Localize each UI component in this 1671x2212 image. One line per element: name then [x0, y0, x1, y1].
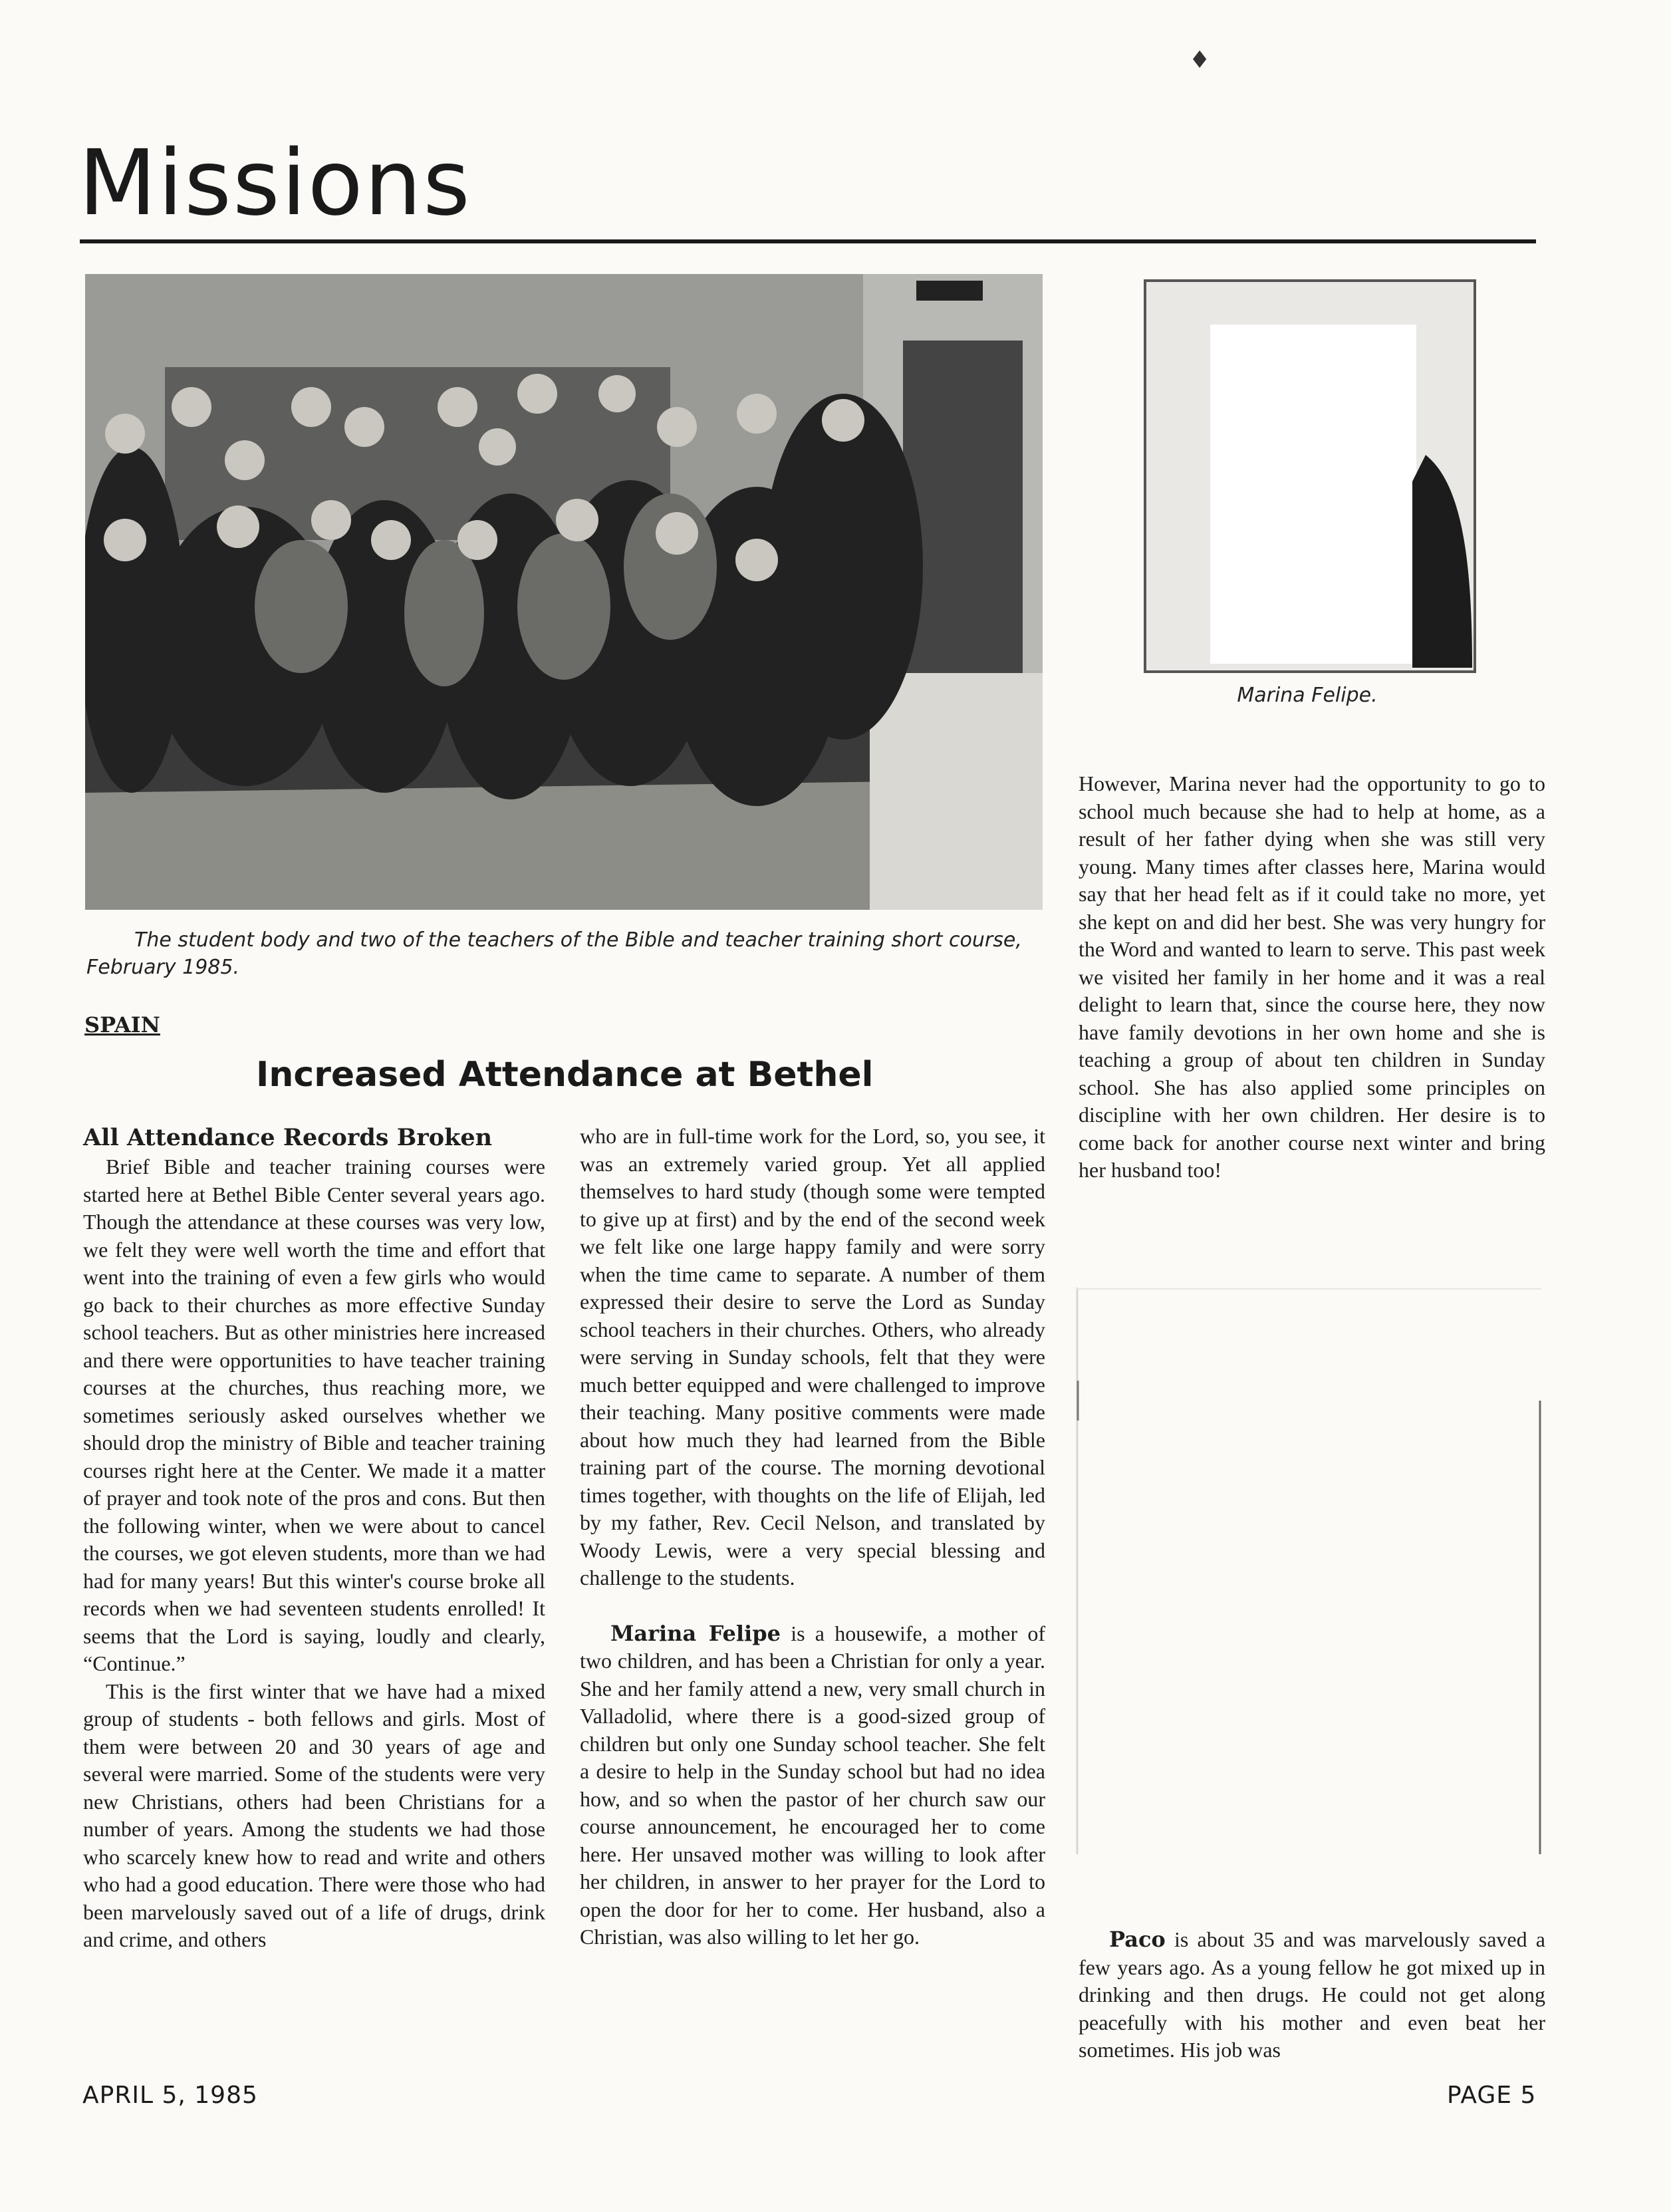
- group-photo-caption: [86, 927, 1044, 981]
- marina-text: is a housewife, a mother of two children, and has been a Christian for only a year. She and her family attend a new, very small church in Valladolid, where there is a good-sized group of children but only one Sunday school teacher. She felt a desire to help in the Sunday school but had no idea how, and so when the pastor of her church saw our course announcement, he encouraged her to come here. Her unsaved mother was willing to look after her children, in answer to her prayer for the Lord to open the door for her to come. Her husband, also a Christian, was also willing to let her go.: [580, 1621, 1045, 1949]
- article-subheading: All Attendance Records Broken: [83, 1124, 493, 1151]
- article-column-3: [1079, 770, 1545, 1184]
- group-photo-caption-line1: The student body and two of the teachers of the Bible and teacher training short course,: [134, 928, 1022, 952]
- header-rule: [80, 239, 1536, 243]
- article-paragraph-paco: [1079, 1926, 1545, 2064]
- corner-mark: ♦: [1189, 47, 1211, 74]
- article-paragraph: This is the first winter that we have had a mixed group of students - both fellows and girls. Most of them were between 20 and 30 years of age and several were married. Some of the students were very new Christians, others had been Christians for a number of years. Among the students we had those who scarcely knew how to read and write and others who had a good education. There were those who had been marvelously saved out of a life of drugs, drink and crime, and others: [83, 1679, 545, 1951]
- article-column-2: [580, 1123, 1045, 1951]
- portrait-caption: Marina Felipe.: [1237, 684, 1378, 707]
- paco-text: is about 35 and was marvelously saved a few years ago. As a young fellow he got mixed up in drinking and then drugs. He could not get along peacefully with his mother and even beat her sometimes. His job was: [1079, 1927, 1545, 2062]
- article-paragraph-marina: [580, 1620, 1045, 1951]
- paco-photo: [1076, 1288, 1541, 1854]
- article-paragraph: Brief Bible and teacher training courses were started here at Bethel Bible Center several years ago. Though the attendance at these courses was very low, we felt they were well worth the time and effort that went into the training of even a few girls who would go back to their churches as more effective Sunday school teachers. But as other ministries here increased and there were opportunities to have teacher training courses at the churches, thus reaching more, we sometimes seriously asked ourselves whether we should drop the ministry of Bible and teacher training courses right here at the Center. We made it a matter of prayer and took note of the pros and cons. But then the following winter, when we were about to cancel the courses, we got eleven students, more than we had had for many years! But this winter's course broke all records when we had seventeen students enrolled! It seems that the Lord is saying, loudly and clearly, “Continue.”: [83, 1155, 545, 1675]
- footer-page-number: PAGE 5: [1447, 2082, 1537, 2109]
- marina-name: Marina Felipe: [610, 1620, 781, 1646]
- group-photo: [85, 274, 1043, 910]
- article-headline: Increased Attendance at Bethel: [256, 1055, 874, 1095]
- portrait-photo-blank: [1210, 325, 1416, 664]
- region-label: SPAIN: [84, 1012, 160, 1037]
- portrait-photo: [1144, 279, 1476, 673]
- article-column-1: [83, 1123, 545, 1954]
- article-column-3-bottom: [1079, 1926, 1545, 2064]
- group-photo-caption-line2: February 1985.: [86, 955, 239, 979]
- paco-name: Paco: [1109, 1927, 1166, 1952]
- article-paragraph: who are in full-time work for the Lord, so, you see, it was an extremely varied group. Yet all applied themselves to hard study (though some were tempted to give up at first) and by the end of the second week we felt like one large happy family and were sorry when the time came to separate. A number of them expressed their desire to serve the Lord as Sunday school teachers in their churches. Others, who already were serving in Sunday schools, felt that they were much better equipped and were challenged to improve their teaching. Many positive comments were made about how much they had learned from the Bible training part of the course. The morning devotional times together, with thoughts on the life of Elijah, led by my father, Rev. Cecil Nelson, and translated by Woody Lewis, were a very special blessing and challenge to the students.: [580, 1124, 1045, 1590]
- section-title: Missions: [78, 131, 471, 236]
- article-paragraph: However, Marina never had the opportunity to go to school much because she had to help at home, as a result of her father dying when she was still very young. Many times after classes here, Marina would say that her head felt as if it could take no more, yet she kept on and did her best. She was very hungry for the Word and wanted to learn to serve. This past week we visited her family in her home and it was a real delight to learn that, since the course here, they now have family devotions in her own home and she is teaching a group of about ten children in Sunday school. She has also applied some principles on discipline with her own children. Her desire is to come back for another course next winter and bring her husband too!: [1079, 771, 1545, 1182]
- footer-date: APRIL 5, 1985: [82, 2082, 258, 2109]
